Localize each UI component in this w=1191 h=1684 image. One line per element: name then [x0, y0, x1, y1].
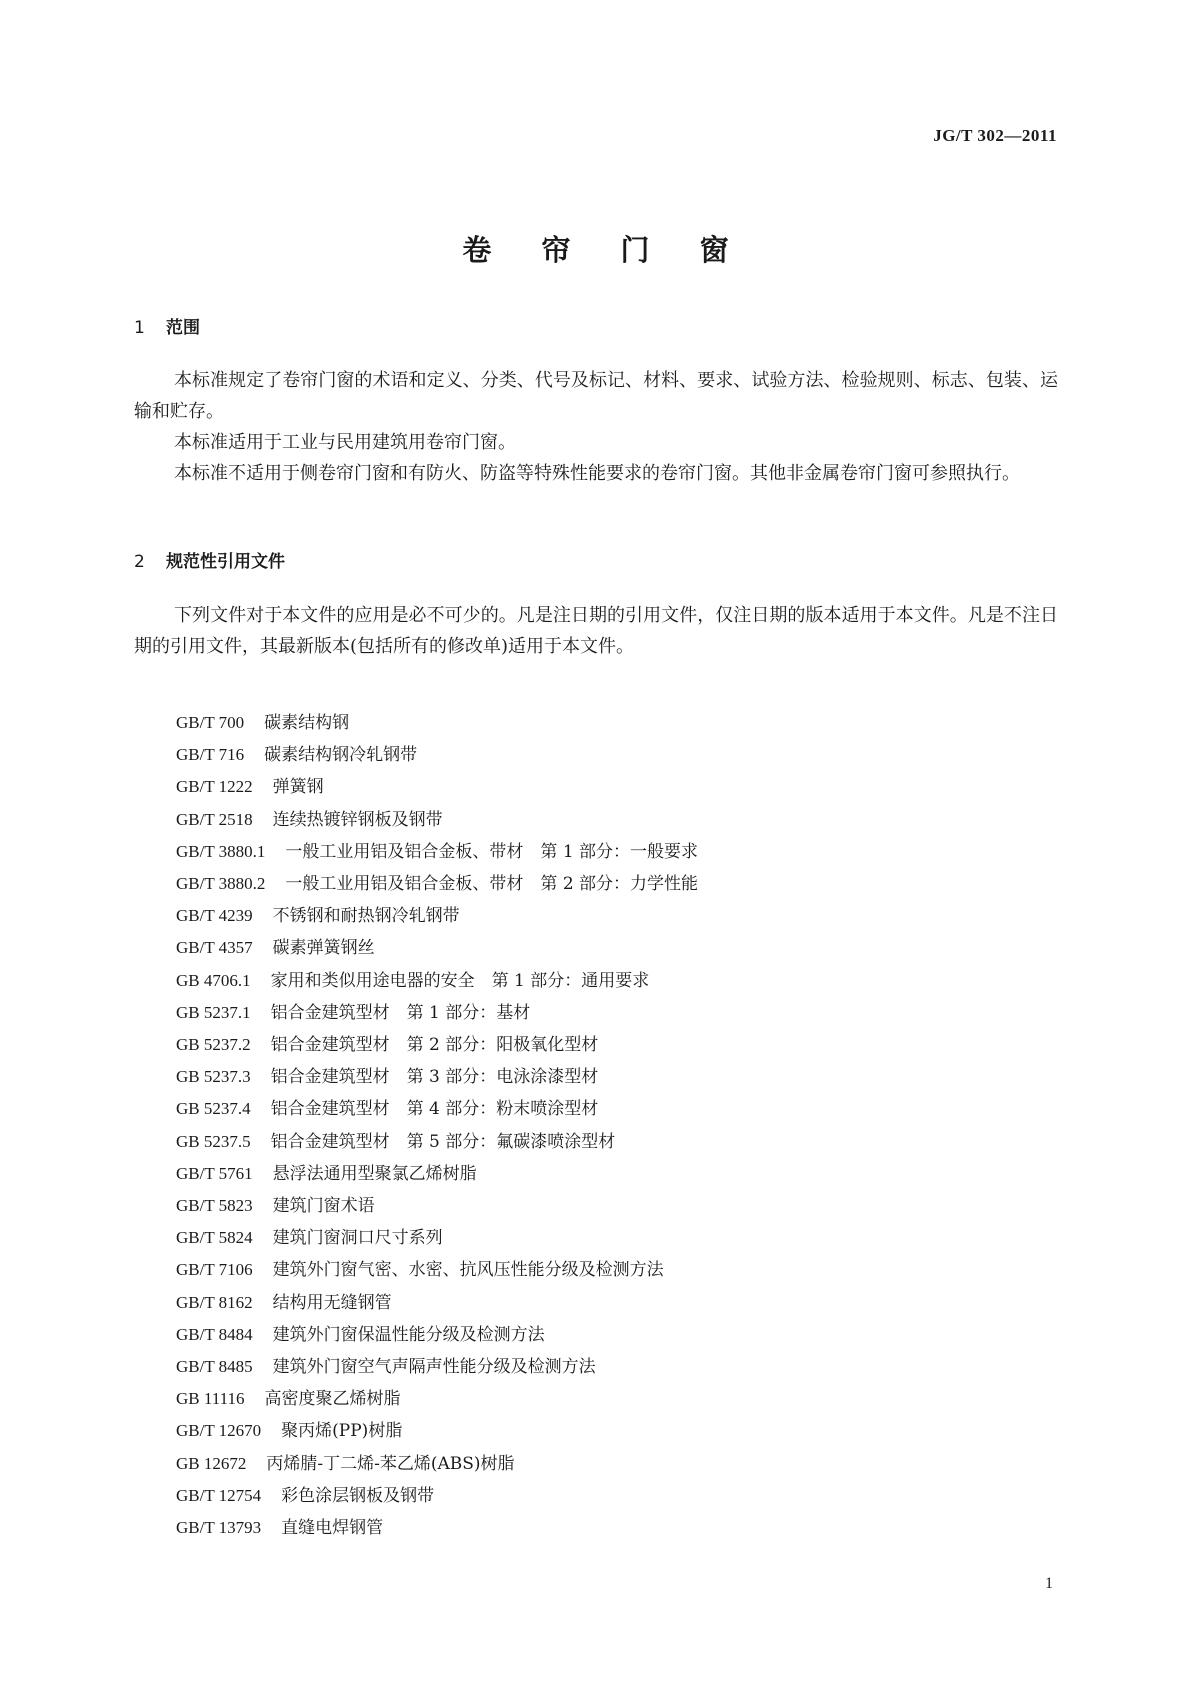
reference-title: 悬浮法通用型聚氯乙烯树脂	[272, 1163, 477, 1184]
reference-title: 铝合金建筑型材 第 1 部分：基材	[270, 1002, 531, 1023]
reference-title: 建筑外门窗气密、水密、抗风压性能分级及检测方法	[272, 1260, 664, 1281]
reference-title: 建筑门窗洞口尺寸系列	[272, 1228, 443, 1249]
reference-title: 一般工业用铝及铝合金板、带材 第 1 部分：一般要求	[285, 841, 699, 862]
reference-title: 铝合金建筑型材 第 3 部分：电泳涂漆型材	[270, 1067, 599, 1088]
standard-code: JG/T 302—2011	[933, 126, 1057, 145]
reference-title: 结构用无缝钢管	[272, 1292, 392, 1313]
document-title: 卷 帘 门 窗	[462, 233, 749, 267]
reference-code: GB 11116	[176, 1389, 245, 1409]
reference-code: GB/T 12754	[176, 1485, 262, 1505]
reference-code: GB 5237.5	[176, 1131, 251, 1151]
reference-title: 家用和类似用途电器的安全 第 1 部分：通用要求	[270, 970, 650, 991]
paragraph: 本标准适用于工业与民用建筑用卷帘门窗。	[174, 432, 516, 453]
reference-code: GB 5237.1	[176, 1002, 251, 1022]
reference-title: 建筑外门窗空气声隔声性能分级及检测方法	[272, 1357, 596, 1378]
reference-code: GB/T 1222	[176, 777, 253, 797]
reference-title: 碳素结构钢冷轧钢带	[264, 745, 418, 766]
reference-item	[176, 1512, 1056, 1544]
reference-code: GB/T 700	[176, 713, 245, 732]
reference-item	[176, 1254, 1056, 1286]
reference-code: GB/T 5823	[176, 1196, 253, 1216]
section-title: 规范性引用文件	[166, 552, 285, 572]
reference-item	[176, 1126, 1056, 1158]
reference-title: 铝合金建筑型材 第 5 部分：氟碳漆喷涂型材	[270, 1131, 616, 1152]
section-title: 范围	[166, 318, 200, 338]
section-number: 2	[134, 552, 145, 572]
reference-item	[176, 1383, 1056, 1415]
reference-code: GB/T 7106	[176, 1260, 253, 1280]
paragraph: 本标准规定了卷帘门窗的术语和定义、分类、代号及标记、材料、要求、试验方法、检验规则、标志、包装、运输和贮存。	[134, 370, 1058, 422]
reference-item	[176, 836, 1056, 868]
reference-title: 碳素结构钢	[264, 713, 350, 733]
reference-title: 弹簧钢	[272, 777, 324, 798]
reference-item	[176, 997, 1056, 1029]
reference-item	[176, 1480, 1056, 1512]
reference-item	[176, 739, 1056, 771]
reference-item	[176, 1061, 1056, 1093]
reference-code: GB 5237.3	[176, 1067, 251, 1087]
section-2-intro	[134, 600, 1058, 662]
reference-code: GB/T 12670	[176, 1421, 262, 1441]
reference-item	[176, 1415, 1056, 1447]
reference-item	[176, 1190, 1056, 1222]
section-2-heading	[134, 547, 285, 572]
normative-references-list	[176, 707, 1056, 1544]
reference-code: GB/T 716	[176, 745, 245, 765]
reference-item	[176, 1287, 1056, 1319]
reference-title: 高密度聚乙烯树脂	[264, 1389, 401, 1410]
reference-item	[176, 1158, 1056, 1190]
reference-item	[176, 868, 1056, 900]
page-number: 1	[1045, 1575, 1053, 1592]
reference-code: GB/T 5761	[176, 1163, 253, 1183]
reference-title: 丙烯腈-丁二烯-苯乙烯(ABS)树脂	[266, 1453, 515, 1474]
reference-code: GB/T 3880.1	[176, 841, 266, 861]
reference-title: 直缝电焊钢管	[281, 1518, 384, 1539]
reference-item	[176, 1448, 1056, 1480]
reference-title: 不锈钢和耐热钢冷轧钢带	[272, 906, 460, 927]
reference-item	[176, 707, 1056, 739]
section-1-heading	[134, 313, 200, 338]
reference-title: 一般工业用铝及铝合金板、带材 第 2 部分：力学性能	[285, 874, 699, 895]
section-number: 1	[134, 318, 145, 338]
reference-title: 连续热镀锌钢板及钢带	[272, 809, 443, 830]
reference-code: GB/T 8162	[176, 1292, 253, 1312]
reference-code: GB/T 2518	[176, 809, 253, 829]
reference-item	[176, 965, 1056, 997]
reference-item	[176, 900, 1056, 932]
reference-code: GB/T 8485	[176, 1357, 253, 1377]
reference-title: 建筑外门窗保温性能分级及检测方法	[272, 1324, 545, 1345]
section-1-body	[134, 365, 1058, 489]
paragraph: 本标准不适用于侧卷帘门窗和有防火、防盗等特殊性能要求的卷帘门窗。其他非金属卷帘门窗可参照执行。	[174, 463, 1020, 484]
reference-title: 铝合金建筑型材 第 2 部分：阳极氧化型材	[270, 1035, 599, 1056]
reference-code: GB 4706.1	[176, 970, 251, 990]
reference-code: GB/T 5824	[176, 1228, 253, 1248]
reference-item	[176, 1029, 1056, 1061]
reference-item	[176, 804, 1056, 836]
reference-title: 彩色涂层钢板及钢带	[281, 1485, 435, 1506]
reference-code: GB/T 4239	[176, 906, 253, 926]
reference-item	[176, 932, 1056, 964]
reference-title: 建筑门窗术语	[272, 1196, 375, 1217]
reference-item	[176, 1222, 1056, 1254]
reference-code: GB/T 3880.2	[176, 874, 266, 894]
reference-title: 聚丙烯(PP)树脂	[281, 1421, 403, 1442]
reference-title: 铝合金建筑型材 第 4 部分：粉末喷涂型材	[270, 1099, 599, 1120]
reference-item	[176, 1319, 1056, 1351]
reference-code: GB/T 13793	[176, 1518, 262, 1538]
reference-code: GB/T 8484	[176, 1324, 253, 1344]
reference-code: GB 5237.2	[176, 1035, 251, 1055]
reference-item	[176, 1351, 1056, 1383]
reference-code: GB 5237.4	[176, 1099, 251, 1119]
paragraph: 下列文件对于本文件的应用是必不可少的。凡是注日期的引用文件，仅注日期的版本适用于本文件。凡是不注日期的引用文件，其最新版本(包括所有的修改单)适用于本文件。	[134, 605, 1058, 657]
reference-item	[176, 1093, 1056, 1125]
reference-title: 碳素弹簧钢丝	[272, 938, 375, 959]
reference-item	[176, 771, 1056, 803]
reference-code: GB 12672	[176, 1453, 247, 1473]
reference-code: GB/T 4357	[176, 938, 253, 958]
